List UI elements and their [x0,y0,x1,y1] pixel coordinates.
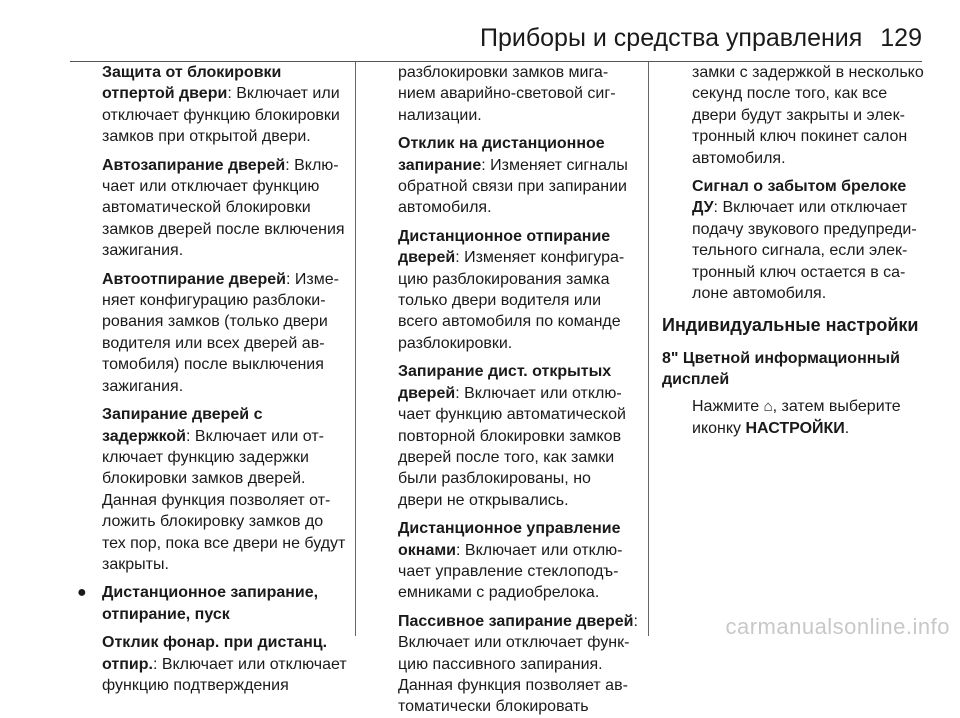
paragraph-remote-lock-feedback [398,133,638,219]
paragraph-remote-window-control [398,518,638,604]
paragraph-door-lockout-protection [102,62,348,148]
section-heading-personal-settings: Индивидуальные настройки [662,315,919,336]
term-passive-door-lock: Пассивное запирание дверей [398,612,634,630]
desc-delayed-door-lock: : Включает или отключает функцию задержки блокировки замков дверей. Данная функция позволяет отложить блокировку замков до тех пор, пока все двери не будут закрыты. [102,427,346,573]
paragraph-auto-door-lock [102,155,348,262]
bullet-heading: Дистанционное запирание, отпирание, пуск [102,584,319,623]
desc-remote-relock-open-doors: : Включает или отключает функцию автоматической повторной блокировки замков дверей после того, как замки были разблокированы, но двери не открывались. [398,384,626,509]
paragraph-press-home [692,396,930,439]
watermark: carmanualsonline.info [725,614,950,639]
term-remote-lock-feedback: Отклик на дистанционное запирание [398,135,605,174]
desc-remote-window-control: : Включает или отключает управление стеклоподъемниками с радиобрелока. [398,541,623,602]
term-delayed-door-lock: Запирание дверей с задержкой [102,406,263,445]
text-column-3 [662,62,930,446]
paragraph-remote-relock-open-doors [398,361,638,511]
paragraph-continued: разблокировки замков миганием аварийно-световой сигнализации. [398,64,616,124]
page-number: 129 [880,24,922,52]
settings-icon-label: НАСТРОЙКИ [745,419,845,437]
term-remote-door-unlock: Дистанционное отпирание дверей [398,227,611,267]
paragraph-continued: замки с задержкой в несколько секунд после того, как все двери будут закрыты и электронный ключ покинет салон автомобиля. [692,64,924,167]
home-icon: ⌂ [763,398,773,416]
term-remote-unlock-light-feedback: Отклик фонар. при дистанц. отпир. [102,634,328,673]
text-column-1 [77,62,348,696]
term-remote-relock-open-doors: Запирание дист. открытых дверей [398,363,612,402]
term-auto-door-lock: Автозапирание дверей [102,156,286,174]
term-auto-door-unlock: Автоотпирание дверей [102,270,286,288]
desc-passive-door-lock: : Включает или отключает функцию пассивного запирания. Данная функция позволяет автоматически блокировать [398,612,638,716]
instruction-text-b: , затем выберите иконку [692,398,901,437]
subheading-color-info-display: 8" Цветной информационный дисплей [662,350,900,389]
instruction-end: . [844,419,850,437]
column-divider-2 [648,62,649,636]
paragraph-remote-door-unlock [398,226,638,354]
term-forgotten-key-alert: Сигнал о забытом брелоке ДУ [692,178,907,217]
desc-auto-door-lock: : Включает или отключает функцию автоматической блокировки замков дверей после включения зажигания. [102,156,345,260]
desc-remote-unlock-light-feedback: : Включает или отключает функцию подтверждения [102,655,347,694]
instruction-text-a: Нажмите [692,398,764,416]
bullet-dot-icon: ● [77,584,87,602]
term-remote-window-control: Дистанционное управление окнами [398,520,621,559]
term-door-lockout-protection: Защита от блокировки отпертой двери [102,64,282,103]
desc-forgotten-key-alert: : Включает или отключает подачу звукового предупредительного сигнала, если электронный ключ остается в салоне автомобиля. [692,199,917,303]
page-header-title: Приборы и средства управления [480,24,863,52]
bullet-remote-lock-unlock-start [77,582,348,625]
desc-auto-door-unlock: : Изменяет конфигурацию разблокирования замков (только двери водителя или всех дверей автомобиля) после выключения зажигания. [102,270,339,395]
paragraph-forgotten-key-alert [692,176,930,304]
desc-remote-lock-feedback: : Изменяет сигналы обратной связи при запирании автомобиля. [398,156,628,217]
paragraph-delayed-door-lock [102,404,348,575]
desc-remote-door-unlock: : Изменяет конфигурацию разблокирования замка только двери водителя или всего автомобиля по команде разблокировки. [398,249,625,352]
paragraph-auto-door-unlock [102,269,348,397]
desc-door-lockout-protection: : Включает или отключает функцию блокировки замков при открытой двери. [102,85,340,146]
column-divider-1 [355,62,356,636]
